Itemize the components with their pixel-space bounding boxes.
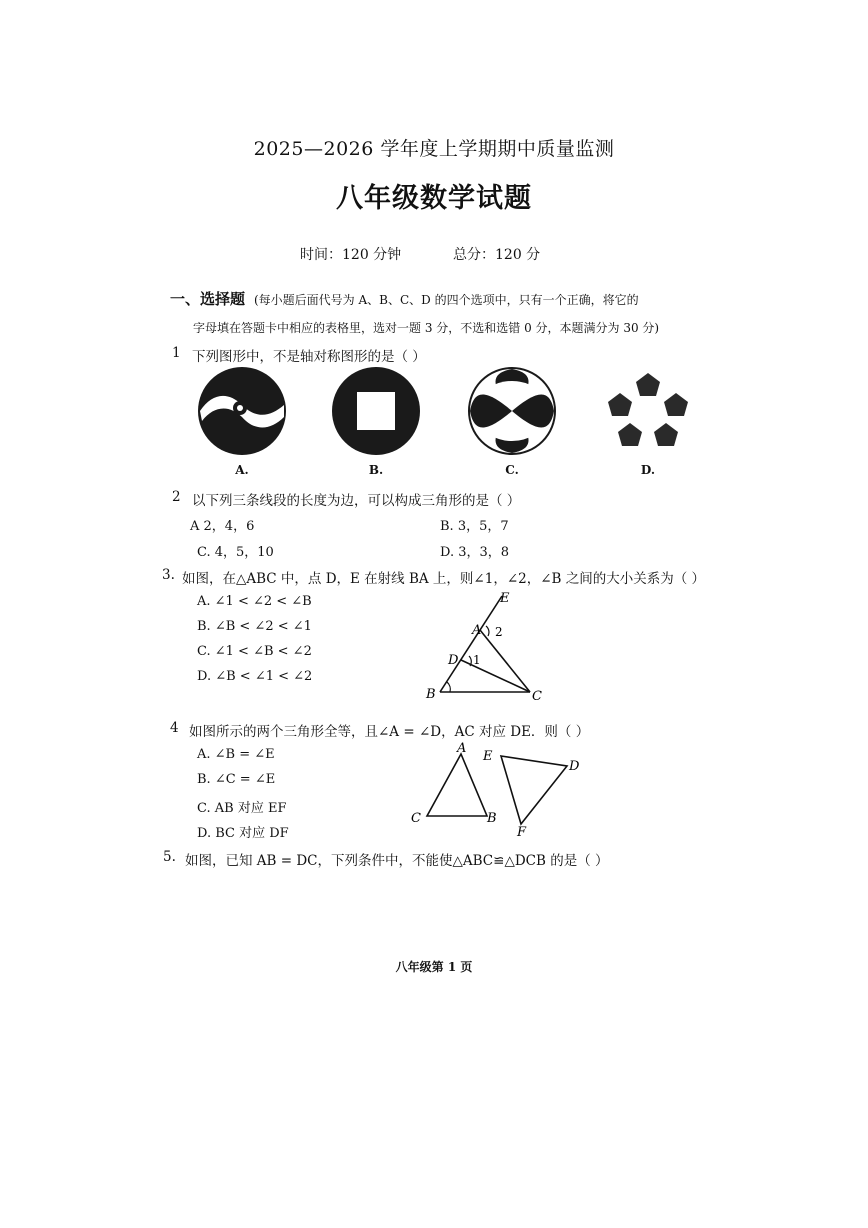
figure-c-label: C. [505, 463, 519, 477]
question-3-number: 3. [162, 567, 175, 583]
figure-b-coin-circle [332, 367, 420, 455]
question-4-stem: 如图所示的两个三角形全等，且∠A = ∠D，AC 对应 DE．则（ ） [189, 724, 590, 740]
question-4-triangles-figure [405, 740, 590, 840]
question-5-number: 5. [163, 849, 176, 865]
question-5-stem: 如图，已知 AB = DC，下列条件中，不能使△ABC≌△DCB 的是（ ） [185, 853, 609, 869]
question-2-option-b: B. 3，5，7 [440, 519, 509, 534]
question-2-option-c: C. 4，5，10 [197, 545, 274, 560]
figure-d-pentagons [608, 373, 688, 446]
page-footer: 八年级第 1 页 [395, 960, 473, 974]
question-4-number: 4 [170, 720, 179, 736]
tri2-point-d: D [569, 759, 580, 774]
section-instruction-line1: (每小题后面代号为 A、B、C、D 的四个选项中，只有一个正确，将它的 [254, 293, 639, 307]
exam-title: 2025—2026 学年度上学期期中质量监测 [253, 138, 615, 160]
subject-title: 八年级数学试题 [336, 183, 532, 214]
question-4-option-c: C. AB 对应 EF [197, 801, 287, 816]
figure-b-label: B. [368, 463, 384, 477]
section-instruction-line2: 字母填在答题卡中相应的表格里，选对一题 3 分，不选和选错 0 分，本题满分为 30 分) [193, 321, 660, 335]
point-c-label: C [532, 689, 542, 704]
point-b-label: B [426, 687, 436, 702]
question-3-triangle-figure [420, 588, 560, 706]
question-4-option-d: D. BC 对应 DF [197, 826, 289, 841]
exam-total-score: 总分：120 分 [453, 247, 541, 263]
section-heading: 一、选择题 [170, 290, 246, 308]
question-1-stem: 下列图形中，不是轴对称图形的是（ ） [192, 349, 426, 365]
angle-1-label: 1 [473, 653, 481, 667]
tri1-point-a: A [457, 741, 467, 756]
question-4-option-a: A. ∠B = ∠E [197, 747, 275, 762]
question-2-stem: 以下列三条线段的长度为边，可以构成三角形的是（ ） [192, 493, 521, 509]
question-3-option-c: C. ∠1 < ∠B < ∠2 [197, 644, 312, 659]
question-2-option-d: D. 3，3，8 [440, 545, 510, 560]
figure-d-label: D. [640, 463, 656, 477]
question-2-number: 2 [172, 489, 181, 505]
tri1-point-b: B [487, 811, 497, 826]
question-4-option-b: B. ∠C = ∠E [197, 772, 276, 787]
tri2-point-f: F [517, 825, 527, 840]
point-d-label: D [448, 653, 459, 668]
tri2-point-e: E [483, 749, 493, 764]
question-3-stem: 如图，在△ABC 中，点 D，E 在射线 BA 上，则∠1，∠2，∠B 之间的大小关系为（ ） [182, 571, 706, 587]
angle-2-label: 2 [495, 625, 503, 639]
point-a-label: A [472, 623, 482, 638]
figure-a-label: A. [235, 463, 249, 477]
exam-time: 时间：120 分钟 [300, 247, 402, 263]
question-2-option-a: A 2，4，6 [190, 519, 255, 534]
question-1-figures [190, 365, 700, 460]
figure-a-wave-circle [198, 367, 286, 455]
question-3-option-d: D. ∠B < ∠1 < ∠2 [197, 669, 313, 684]
tri1-point-c: C [411, 811, 421, 826]
figure-c-petal-circle [469, 368, 555, 454]
question-3-option-a: A. ∠1 < ∠2 < ∠B [197, 594, 312, 609]
question-3-option-b: B. ∠B < ∠2 < ∠1 [197, 619, 312, 634]
point-e-label: E [500, 591, 510, 606]
question-1-number: 1 [172, 345, 181, 361]
